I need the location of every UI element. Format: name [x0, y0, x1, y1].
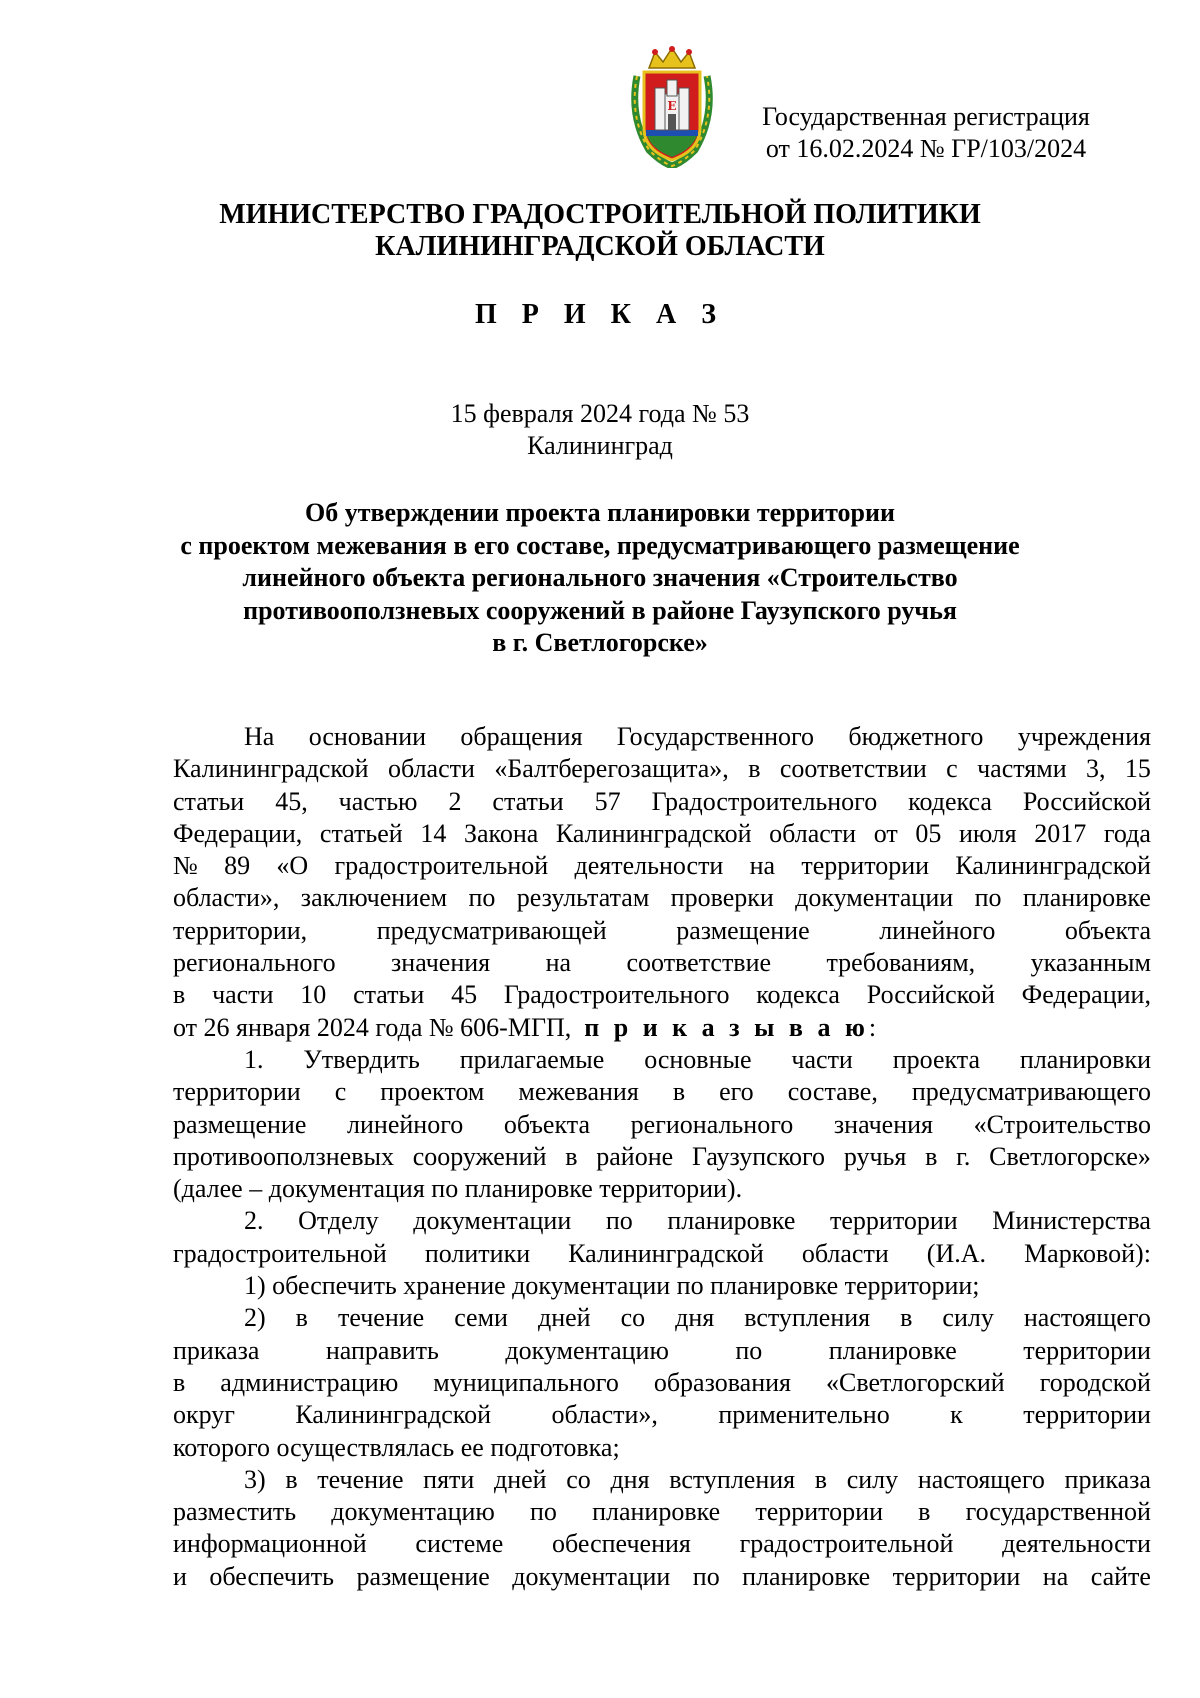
order-date-block — [0, 398, 1200, 462]
order-subject — [0, 497, 1200, 660]
word: приказа — [173, 1335, 260, 1365]
word: учреждения — [1017, 722, 1151, 751]
word: (И.А. — [926, 1238, 987, 1268]
word: и — [173, 1561, 187, 1591]
word: основании — [308, 722, 427, 751]
word: по — [530, 1497, 557, 1527]
word: кодекса — [908, 786, 992, 816]
body-line-order-word — [173, 1012, 1151, 1044]
word: Государственного — [616, 722, 815, 751]
word: с — [946, 754, 958, 784]
word: администрацию — [220, 1367, 399, 1397]
word: дней — [493, 1464, 547, 1494]
word: муниципального — [433, 1367, 619, 1397]
word: регионального — [630, 1109, 794, 1139]
word: размещение — [356, 1561, 490, 1591]
word: Отделу — [298, 1206, 379, 1236]
order-title: П Р И К А З — [475, 299, 725, 330]
word: территории — [173, 1077, 301, 1107]
word: документацию — [505, 1335, 669, 1365]
word: сооружений — [412, 1141, 547, 1171]
word: 2017 — [1034, 818, 1087, 848]
body-line — [173, 850, 1151, 882]
word: Калининградской — [555, 818, 752, 848]
word: Российской — [866, 980, 995, 1010]
body-line — [173, 721, 1151, 753]
word: обеспечения — [552, 1529, 691, 1559]
ministry-name-line1: МИНИСТЕРСТВО ГРАДОСТРОИТЕЛЬНОЙ ПОЛИТИКИ — [219, 199, 981, 230]
word: с — [334, 1077, 347, 1107]
word: деятельности — [574, 851, 724, 881]
word: проекта — [892, 1044, 981, 1074]
word: со — [620, 1303, 646, 1333]
word: Градостроительного — [503, 980, 730, 1010]
word: области — [801, 1238, 889, 1268]
svg-text:E: E — [667, 99, 677, 113]
word: Гаузупского — [691, 1141, 826, 1171]
word: заключением — [300, 883, 448, 913]
word: «О — [276, 851, 309, 881]
word: вступления — [669, 1464, 796, 1494]
body-line — [173, 818, 1151, 850]
body-line — [173, 753, 1151, 785]
word: линейного — [347, 1109, 464, 1139]
word: применительно — [718, 1400, 890, 1430]
word: составе, — [787, 1077, 878, 1107]
word: 15 — [1124, 754, 1151, 784]
word: июля — [958, 818, 1017, 848]
word: обращения — [460, 722, 583, 751]
word: 57 — [594, 786, 621, 816]
body-line: 1) обеспечить хранение документации по планировке территории; — [244, 1271, 980, 1301]
word: дня — [610, 1464, 650, 1494]
word: пяти — [423, 1464, 475, 1494]
word: настоящего — [917, 1464, 1045, 1494]
word: силу — [942, 1303, 994, 1333]
word: размещение — [173, 1109, 307, 1139]
word: 2. — [244, 1206, 264, 1236]
word: в — [814, 1464, 828, 1494]
word: Российской — [1022, 786, 1151, 816]
word: основные — [644, 1044, 752, 1074]
word: регионального — [173, 948, 336, 978]
word: городской — [1039, 1367, 1151, 1397]
word: информационной — [173, 1529, 367, 1559]
word: территории — [755, 1497, 883, 1527]
word: № — [173, 851, 198, 881]
word: статьи — [173, 786, 245, 816]
word: образования — [653, 1367, 791, 1397]
word: градостроительной — [739, 1529, 954, 1559]
word: предусматривающего — [911, 1077, 1151, 1107]
word: течение — [337, 1303, 425, 1333]
word: дня — [675, 1303, 715, 1333]
word: части — [212, 980, 274, 1010]
order-word-colon: : — [868, 1012, 877, 1042]
word: Калининградской — [173, 754, 369, 784]
word: соответствии — [779, 754, 927, 784]
word: его — [719, 1077, 754, 1107]
word: градостроительной — [334, 851, 549, 881]
word: документации — [512, 1561, 671, 1591]
word: в — [748, 754, 761, 784]
word: Федерации, — [1021, 980, 1151, 1010]
body-line — [173, 1399, 1151, 1431]
word: 10 — [300, 980, 327, 1010]
word: вступления — [744, 1303, 871, 1333]
word: территории — [892, 1561, 1021, 1591]
word: области — [388, 754, 475, 784]
word: Утвердить — [303, 1044, 420, 1074]
word: районе — [596, 1141, 674, 1171]
word: в — [925, 1141, 938, 1171]
word: в — [295, 1303, 308, 1333]
ministry-name — [0, 199, 1200, 263]
word: силу — [846, 1464, 899, 1494]
word: к — [950, 1400, 963, 1430]
word: территории — [1023, 1335, 1151, 1365]
word: статьи — [492, 786, 564, 816]
body-line — [173, 979, 1151, 1011]
subject-line: Об утверждении проекта планировки территории — [305, 498, 895, 527]
word: области», — [551, 1400, 658, 1430]
registration-label: Государственная регистрация — [762, 102, 1090, 131]
order-body — [173, 721, 1151, 1593]
body-line — [173, 1205, 1151, 1237]
word: 05 — [915, 818, 942, 848]
word: значения — [391, 948, 491, 978]
word: объекта — [1064, 915, 1151, 945]
body-line — [173, 1141, 1151, 1173]
word: планировке — [742, 1561, 871, 1591]
word: в — [672, 1077, 686, 1107]
word: документации — [413, 1206, 572, 1236]
body-line — [173, 1496, 1151, 1528]
body-line — [173, 1561, 1151, 1593]
word: по — [974, 883, 1002, 913]
word: в — [565, 1141, 578, 1171]
word: Марковой): — [1024, 1238, 1151, 1268]
word: Градостроительного — [651, 786, 878, 816]
word: 3) — [244, 1464, 266, 1494]
word: 89 — [224, 851, 251, 881]
word: «Балтберегозащита», — [494, 754, 729, 784]
word: по — [735, 1335, 763, 1365]
word: в — [285, 1464, 298, 1494]
body-line — [173, 786, 1151, 818]
word: системе — [415, 1529, 504, 1559]
word: приказа — [1064, 1464, 1151, 1494]
word: планировки — [1019, 1044, 1151, 1074]
word: частями — [977, 754, 1067, 784]
word: прилагаемые — [459, 1044, 605, 1074]
word: межевания — [518, 1077, 639, 1107]
word: предусматривающей — [376, 915, 607, 945]
body-line — [173, 947, 1151, 979]
word: планировке — [592, 1497, 721, 1527]
word: ручья — [843, 1141, 907, 1171]
body-line — [173, 1367, 1151, 1399]
word: по — [692, 1561, 720, 1591]
word: линейного — [879, 915, 996, 945]
word: 45, — [275, 786, 308, 816]
word: направить — [325, 1335, 439, 1365]
word: объекта — [503, 1109, 590, 1139]
word: по — [605, 1206, 633, 1236]
word: документации — [795, 883, 954, 913]
word: планировке — [667, 1206, 796, 1236]
body-line — [173, 1238, 1151, 1270]
word: частью — [338, 786, 418, 816]
word: размещение — [676, 915, 810, 945]
word: территории — [830, 1206, 958, 1236]
word: требованиям, — [826, 948, 976, 978]
word: Министерства — [992, 1206, 1151, 1236]
word: области — [769, 818, 857, 848]
word: настоящего — [1023, 1303, 1151, 1333]
body-line-text: от 26 января 2024 года № 606-МГП, — [173, 1012, 572, 1042]
word: 45 — [451, 980, 478, 1010]
word: политики — [424, 1238, 531, 1268]
word: На — [244, 722, 275, 751]
subject-line: с проектом межевания в его составе, предусматривающего размещение — [180, 530, 1020, 560]
word: Закона — [463, 818, 539, 848]
word: значения — [833, 1109, 933, 1139]
order-city: Калининград — [527, 431, 673, 460]
subject-line: линейного объекта регионального значения «Строительство — [242, 563, 958, 592]
word: от — [873, 818, 898, 848]
word: по — [468, 883, 496, 913]
word: на — [545, 948, 572, 978]
body-line — [173, 1464, 1151, 1496]
word: на — [1042, 1561, 1069, 1591]
body-line — [173, 915, 1151, 947]
word: противооползневых — [173, 1141, 394, 1171]
word: указанным — [1030, 948, 1151, 978]
word: дней — [537, 1303, 591, 1333]
word: Калининградской — [955, 851, 1151, 881]
body-line: (далее – документация по планировке территории). — [173, 1174, 743, 1204]
word: сайте — [1090, 1561, 1151, 1591]
word: планировке — [1022, 883, 1151, 913]
word: семи — [454, 1303, 508, 1333]
word: в — [900, 1303, 913, 1333]
subject-line: в г. Светлогорске» — [492, 628, 708, 657]
body-line — [173, 1528, 1151, 1560]
word: планировке — [828, 1335, 957, 1365]
word: государственной — [965, 1497, 1151, 1527]
word: проверки — [670, 883, 774, 913]
word: деятельности — [1002, 1529, 1151, 1559]
registration-number: от 16.02.2024 № ГР/103/2024 — [765, 134, 1087, 163]
word: статьи — [353, 980, 425, 1010]
body-line — [173, 1109, 1151, 1141]
word: года — [1103, 818, 1151, 848]
state-registration — [700, 101, 1152, 165]
word: соответствие — [626, 948, 772, 978]
word: Калининградской — [295, 1400, 492, 1430]
body-line — [173, 882, 1151, 914]
body-line: которого осуществлялась ее подготовка; — [173, 1432, 620, 1462]
word: 1. — [244, 1044, 264, 1074]
word: в — [173, 980, 186, 1010]
order-word: п р и к а з ы в а ю — [584, 1012, 869, 1042]
body-line — [173, 1076, 1151, 1108]
body-line — [173, 1302, 1151, 1334]
word: бюджетного — [848, 722, 984, 751]
word: проектом — [380, 1077, 485, 1107]
word: части — [791, 1044, 853, 1074]
word: обеспечить — [209, 1561, 335, 1591]
body-line — [173, 1044, 1151, 1076]
word: территории — [1023, 1400, 1151, 1430]
word: разместить — [173, 1497, 297, 1527]
word: в — [173, 1367, 186, 1397]
word: кодекса — [756, 980, 840, 1010]
word: «Строительство — [973, 1109, 1151, 1139]
word: территории — [801, 851, 930, 881]
word: градостроительной — [173, 1238, 387, 1268]
body-line — [173, 1335, 1151, 1367]
word: документацию — [331, 1497, 495, 1527]
word: 2 — [448, 786, 462, 816]
word: округ — [173, 1400, 235, 1430]
word: 2) — [244, 1303, 266, 1333]
order-date: 15 февраля 2024 года № 53 — [450, 399, 750, 428]
word: 14 — [420, 818, 447, 848]
word: статьей — [319, 818, 403, 848]
word: Федерации, — [173, 818, 303, 848]
word: области», — [173, 883, 280, 913]
word: «Светлогорский — [825, 1367, 1005, 1397]
word: результатам — [516, 883, 650, 913]
word: г. — [956, 1141, 971, 1171]
word: со — [566, 1464, 591, 1494]
word: Калининградской — [568, 1238, 764, 1268]
word: территории, — [173, 915, 308, 945]
word: течение — [317, 1464, 404, 1494]
word: на — [749, 851, 776, 881]
subject-line: противооползневых сооружений в районе Гаузупского ручья — [243, 595, 957, 625]
word: 3, — [1086, 754, 1106, 784]
ministry-name-line2: КАЛИНИНГРАДСКОЙ ОБЛАСТИ — [375, 231, 825, 262]
word: в — [918, 1497, 931, 1527]
word: Светлогорске» — [989, 1141, 1151, 1171]
